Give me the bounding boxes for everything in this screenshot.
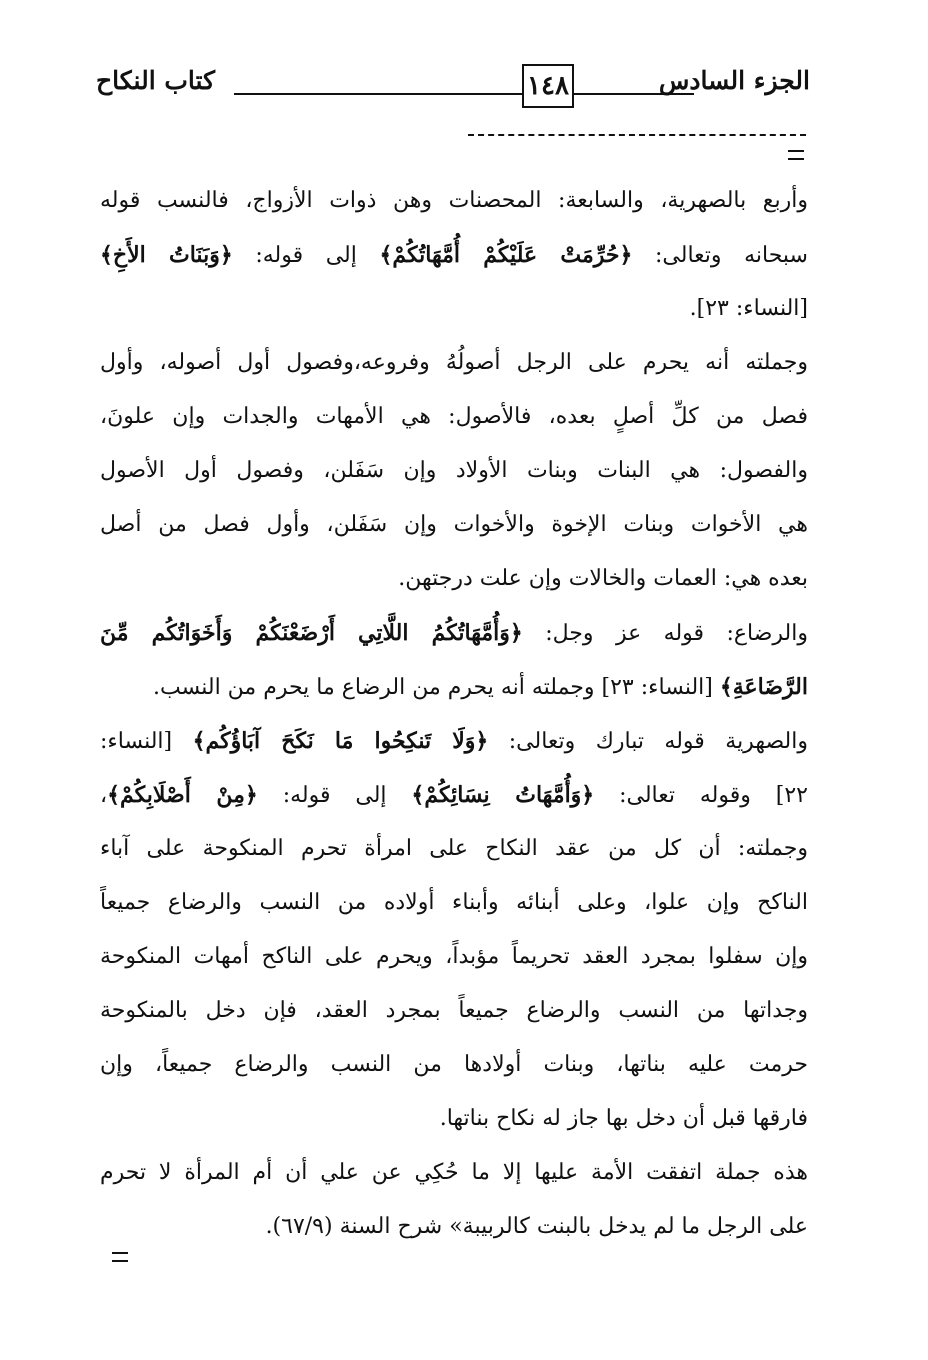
quran-quote: ﴿وَلَا تَنكِحُوا مَا نَكَحَ آبَاؤُكُم﴾ xyxy=(192,728,489,754)
text-line xyxy=(100,660,808,714)
volume-part-label: الجزء السادس xyxy=(658,66,810,95)
text-line: هي الأخوات وبنات الإخوة والأخوات وإن سَفَلن، وأول فصل من أصل xyxy=(100,512,808,537)
quran-quote: ﴿وَبَنَاتُ الأَخِ﴾ xyxy=(100,242,233,268)
section-mark-bottom xyxy=(112,1252,128,1262)
text-segment: والصهرية قوله تبارك وتعالى: xyxy=(488,729,808,754)
header-rule-left xyxy=(234,93,522,95)
page-header xyxy=(96,62,810,114)
quran-quote: ﴿وَأُمَّهَاتُكُمُ اللَّاتِي أَرْضَعْنَكُمْ وَأَخَوَاتُكُم مِّنَ xyxy=(100,620,523,646)
quran-quote: الرَّضَاعَةِ﴾ xyxy=(719,674,808,700)
section-mark-top xyxy=(788,150,804,160)
body-text xyxy=(100,174,808,1254)
text-line: الناكح وإن علوا، وعلى أبنائه وأبناء أولاده من النسب والرضاع جميعاً xyxy=(100,890,808,915)
text-line: وإن سفلوا بمجرد العقد تحريماً مؤبداً، ويحرم على الناكح أمهات المنكوحة xyxy=(100,944,808,969)
header-dashed-divider xyxy=(468,134,806,136)
text-segment: [النساء: xyxy=(100,729,193,754)
text-line: هذه جملة اتفقت الأمة عليها إلا ما حُكِي عن علي أن أم المرأة لا تحرم xyxy=(100,1160,808,1185)
text-line: وجملته: أن كل من عقد النكاح على امرأة تحرم المنكوحة على آباء xyxy=(100,836,808,861)
text-line xyxy=(100,768,808,822)
page-number-box: ١٤٨ xyxy=(522,64,574,108)
text-line: وأربع بالصهرية، والسابعة: المحصنات وهن ذوات الأزواج، فالنسب قوله xyxy=(100,188,808,213)
text-line: فارقها قبل أن دخل بها جاز له نكاح بناتها. xyxy=(439,1106,808,1131)
text-line xyxy=(100,228,808,282)
text-line: والفصول: هي البنات وبنات الأولاد وإن سَفَلن، وفصول أول الأصول xyxy=(100,458,808,483)
text-line: بعده هي: العمات والخالات وإن علت درجتهن. xyxy=(398,566,808,591)
text-segment: والرضاع: قوله عز وجل: xyxy=(522,621,808,646)
text-line: فصل من كلِّ أصلٍ بعده، فالأصول: هي الأمهات والجدات وإن علونَ، xyxy=(100,404,808,429)
text-line: [النساء: ٢٣]. xyxy=(689,296,808,321)
text-segment: إلى قوله: xyxy=(232,243,380,268)
text-segment: إلى قوله: xyxy=(257,783,412,808)
quran-quote: ﴿مِنْ أَصْلَابِكُمْ﴾ xyxy=(107,782,258,808)
quran-quote: ﴿وَأُمَّهَاتُ نِسَائِكُمْ﴾ xyxy=(411,782,595,808)
header-rule-right xyxy=(574,93,694,95)
quran-quote: ﴿حُرِّمَتْ عَلَيْكُمْ أُمَّهَاتُكُمْ﴾ xyxy=(379,242,633,268)
text-line: حرمت عليه بناتها، وبنات أولادها من النسب والرضاع جميعاً، وإن xyxy=(100,1052,808,1077)
text-line: على الرجل ما لم يدخل بالبنت كالربيبة» شرح السنة (٦٧/٩). xyxy=(265,1214,808,1239)
text-line xyxy=(100,606,808,660)
text-segment: سبحانه وتعالى: xyxy=(632,243,808,268)
text-line: وجداتها من النسب والرضاع جميعاً بمجرد العقد، فإن دخل بالمنكوحة xyxy=(100,998,808,1023)
book-title-label: كتاب النكاح xyxy=(96,66,215,95)
text-line: وجملته أنه يحرم على الرجل أصولُهُ وفروعه،وفصول أول أصوله، وأول xyxy=(100,350,808,375)
text-line xyxy=(100,714,808,768)
text-segment: [النساء: ٢٣] وجملته أنه يحرم من الرضاع ما يحرم من النسب. xyxy=(153,675,720,700)
text-segment: ٢٢] وقوله تعالى: xyxy=(594,783,808,808)
text-segment: ، xyxy=(100,783,108,808)
